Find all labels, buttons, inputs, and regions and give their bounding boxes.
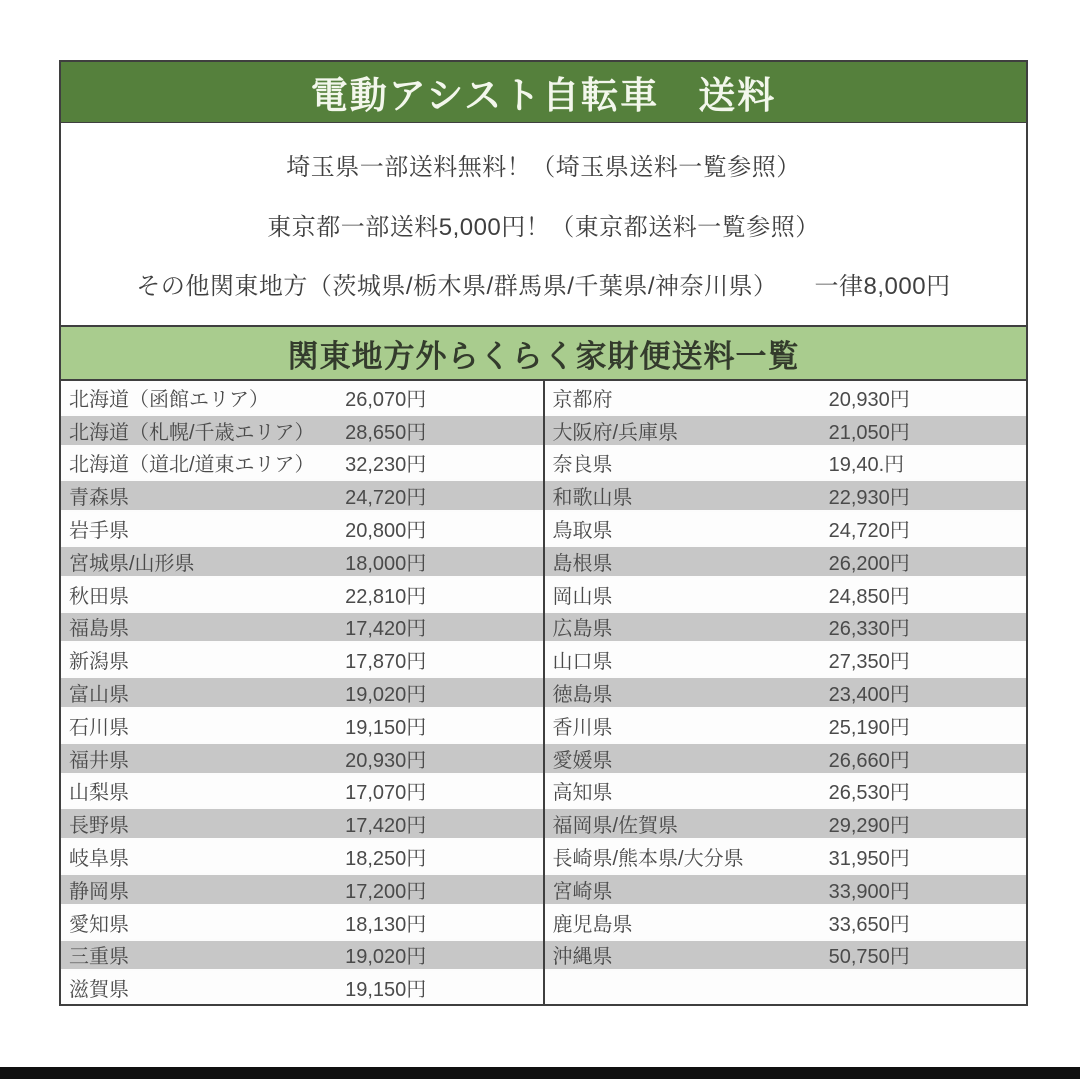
table-title: 関東地方外らくらく家財便送料一覧 xyxy=(287,338,800,374)
price-cell: 17,870円 xyxy=(345,651,427,674)
price-cell: 18,000円 xyxy=(345,552,427,575)
table-row xyxy=(61,775,543,808)
region-cell: 滋賀県 xyxy=(69,979,129,1002)
table-row xyxy=(61,479,543,512)
price-cell: 18,250円 xyxy=(345,848,427,871)
region-cell: 徳島県 xyxy=(552,684,613,707)
price-cell: 17,200円 xyxy=(345,880,427,903)
price-cell: 26,200円 xyxy=(828,552,910,575)
region-cell: 愛媛県 xyxy=(552,749,613,772)
price-cell: 19,020円 xyxy=(345,946,427,969)
region-cell: 北海道（札幌/千歳エリア） xyxy=(69,421,315,444)
price-cell: 22,930円 xyxy=(828,487,910,510)
price-cell: 17,420円 xyxy=(345,618,427,641)
table-row xyxy=(61,447,543,480)
region-cell: 北海道（道北/道東エリア） xyxy=(69,454,315,477)
shipping-table-left xyxy=(61,381,543,1004)
region-cell: 広島県 xyxy=(552,618,613,641)
table-row xyxy=(545,742,1027,775)
region-cell: 静岡県 xyxy=(69,880,129,903)
region-cell: 三重県 xyxy=(69,946,129,969)
price-cell: 19,020円 xyxy=(345,684,427,707)
shipping-fee-table xyxy=(61,381,1026,1004)
price-cell: 20,930円 xyxy=(345,749,427,772)
bottom-black-bar xyxy=(0,1067,1080,1079)
table-row xyxy=(61,873,543,906)
shipping-info-sheet xyxy=(59,60,1028,1006)
table-row xyxy=(545,512,1027,545)
region-cell: 岡山県 xyxy=(552,585,613,608)
region-cell: 富山県 xyxy=(69,684,129,707)
price-cell: 17,070円 xyxy=(345,782,427,805)
region-cell: 青森県 xyxy=(69,487,129,510)
price-cell: 26,070円 xyxy=(345,388,427,411)
table-row xyxy=(545,971,1027,1004)
table-row xyxy=(545,545,1027,578)
price-cell: 18,130円 xyxy=(345,913,427,936)
region-cell: 宮城県/山形県 xyxy=(69,552,195,575)
note-other-kanto: その他関東地方（茨城県/栃木県/群馬県/千葉県/神奈川県） 一律8,000円 xyxy=(136,272,951,300)
region-cell: 鹿児島県 xyxy=(552,913,633,936)
note-tokyo: 東京都一部送料5,000円！（東京都送料一覧参照） xyxy=(267,213,820,241)
price-cell: 24,720円 xyxy=(828,520,910,543)
table-row xyxy=(545,676,1027,709)
price-cell: 21,050円 xyxy=(828,421,910,444)
price-cell: 19,40.円 xyxy=(828,454,905,477)
table-row xyxy=(545,906,1027,939)
region-cell: 山口県 xyxy=(552,651,613,674)
region-cell: 福井県 xyxy=(69,749,129,772)
region-cell: 大阪府/兵庫県 xyxy=(552,421,679,444)
table-row xyxy=(61,414,543,447)
region-cell: 島根県 xyxy=(552,552,613,575)
table-row xyxy=(61,709,543,742)
price-cell: 26,530円 xyxy=(828,782,910,805)
shipping-table-right xyxy=(543,381,1027,1004)
price-cell: 24,720円 xyxy=(345,487,427,510)
region-cell: 福岡県/佐賀県 xyxy=(552,815,679,838)
price-cell: 26,330円 xyxy=(828,618,910,641)
table-row xyxy=(545,709,1027,742)
region-cell: 高知県 xyxy=(552,782,613,805)
price-cell: 28,650円 xyxy=(345,421,427,444)
price-cell: 25,190円 xyxy=(828,716,910,739)
table-row xyxy=(545,873,1027,906)
table-row xyxy=(545,939,1027,972)
table-row xyxy=(61,971,543,1004)
table-row xyxy=(545,381,1027,414)
table-row xyxy=(61,545,543,578)
region-cell: 岐阜県 xyxy=(69,848,129,871)
price-cell: 50,750円 xyxy=(828,946,910,969)
table-row xyxy=(61,578,543,611)
table-row xyxy=(545,479,1027,512)
region-cell: 長野県 xyxy=(69,815,129,838)
price-cell: 20,930円 xyxy=(828,388,910,411)
price-cell: 31,950円 xyxy=(828,848,910,871)
price-cell: 19,150円 xyxy=(345,716,427,739)
table-row xyxy=(545,414,1027,447)
price-cell: 17,420円 xyxy=(345,815,427,838)
region-cell: 石川県 xyxy=(69,716,129,739)
price-cell: 29,290円 xyxy=(828,815,910,838)
note-saitama: 埼玉県一部送料無料！（埼玉県送料一覧参照） xyxy=(286,154,801,182)
region-cell: 長崎県/熊本県/大分県 xyxy=(552,848,744,871)
table-row xyxy=(61,643,543,676)
region-cell: 京都府 xyxy=(552,388,613,411)
price-cell: 33,650円 xyxy=(828,913,910,936)
table-row xyxy=(61,381,543,414)
region-cell: 香川県 xyxy=(552,716,613,739)
region-cell: 沖縄県 xyxy=(552,946,613,969)
region-cell: 愛知県 xyxy=(69,913,129,936)
price-cell: 27,350円 xyxy=(828,651,910,674)
region-cell: 秋田県 xyxy=(69,585,129,608)
table-row xyxy=(545,840,1027,873)
table-row xyxy=(545,775,1027,808)
table-row xyxy=(61,906,543,939)
price-cell: 32,230円 xyxy=(345,454,427,477)
page-title: 電動アシスト自転車 送料 xyxy=(310,75,777,116)
region-cell: 鳥取県 xyxy=(552,520,613,543)
price-cell: 24,850円 xyxy=(828,585,910,608)
table-row xyxy=(61,676,543,709)
table-row xyxy=(61,742,543,775)
table-row xyxy=(545,578,1027,611)
table-row xyxy=(545,611,1027,644)
table-row xyxy=(61,939,543,972)
main-header xyxy=(61,62,1026,123)
table-row xyxy=(61,611,543,644)
price-cell: 26,660円 xyxy=(828,749,910,772)
table-row xyxy=(61,807,543,840)
region-cell: 新潟県 xyxy=(69,651,129,674)
region-cell: 福島県 xyxy=(69,618,129,641)
table-row xyxy=(545,643,1027,676)
region-cell: 北海道（函館エリア） xyxy=(69,388,269,411)
shipping-notes xyxy=(61,123,1026,325)
price-cell: 23,400円 xyxy=(828,684,910,707)
price-cell: 20,800円 xyxy=(345,520,427,543)
region-cell: 奈良県 xyxy=(552,454,613,477)
table-row xyxy=(61,512,543,545)
region-cell: 和歌山県 xyxy=(552,487,633,510)
price-cell: 22,810円 xyxy=(345,585,427,608)
table-row xyxy=(545,807,1027,840)
region-cell: 岩手県 xyxy=(69,520,129,543)
table-header xyxy=(61,325,1026,381)
region-cell: 宮崎県 xyxy=(552,880,613,903)
price-cell: 33,900円 xyxy=(828,880,910,903)
table-row xyxy=(61,840,543,873)
price-cell: 19,150円 xyxy=(345,979,427,1002)
region-cell: 山梨県 xyxy=(69,782,129,805)
table-row xyxy=(545,447,1027,480)
